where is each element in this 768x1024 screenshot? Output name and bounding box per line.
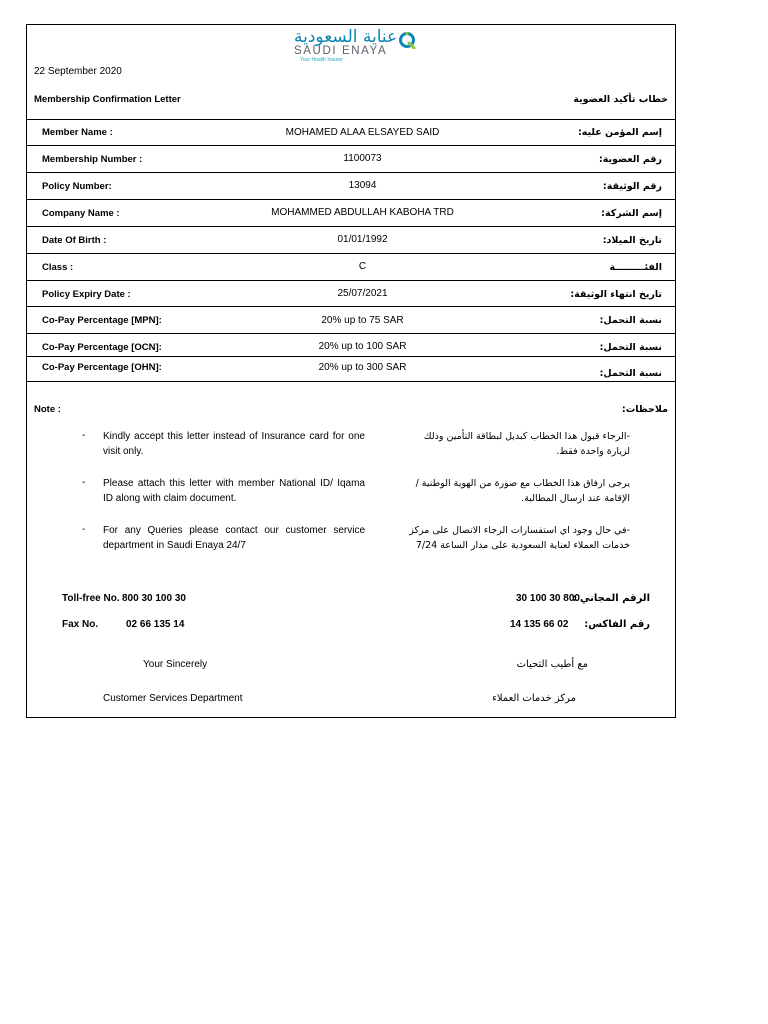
letter-date: 22 September 2020 bbox=[34, 66, 122, 77]
field-value: MOHAMMED ABDULLAH KABOHA TRD bbox=[271, 207, 454, 218]
field-label-arabic: رقم العضوية: bbox=[598, 154, 662, 165]
field-label-arabic: نسبة التحمل: bbox=[599, 368, 662, 379]
department-text: Customer Services Department bbox=[103, 693, 243, 704]
row-divider bbox=[26, 306, 676, 307]
row-divider bbox=[26, 381, 676, 382]
closing-text: Your Sincerely bbox=[143, 659, 208, 670]
field-label: Policy Number: bbox=[42, 181, 112, 192]
tollfree-label: Toll-free No. bbox=[62, 593, 120, 604]
field-label: Company Name : bbox=[42, 208, 120, 219]
row-divider bbox=[26, 253, 676, 254]
field-label-arabic: رقم الوثيقة: bbox=[602, 181, 662, 192]
field-label: Policy Expiry Date : bbox=[42, 289, 131, 300]
field-value: 13094 bbox=[348, 180, 377, 191]
row-divider bbox=[26, 119, 676, 120]
field-label: Co-Pay Percentage [MPN]: bbox=[42, 315, 162, 326]
tollfree-number-arabic: 30 100 30 800 bbox=[516, 593, 580, 604]
note-bullet: - bbox=[82, 430, 86, 441]
row-divider bbox=[26, 333, 676, 334]
field-label: Co-Pay Percentage [OHN]: bbox=[42, 362, 162, 373]
field-label-arabic: نسبة التحمل: bbox=[599, 342, 662, 353]
note-label-arabic: ملاحظات: bbox=[621, 404, 668, 415]
enaya-logo-icon bbox=[398, 31, 416, 49]
row-divider bbox=[26, 280, 676, 281]
note-text-arabic: -الرجاء قبول هذا الخطاب كبديل لبطاقة التأمين وذلك لزيارة واحدة فقط. bbox=[423, 431, 630, 457]
fax-label: Fax No. bbox=[62, 619, 99, 630]
field-value: 20% up to 75 SAR bbox=[321, 315, 404, 326]
fax-label-arabic: رقم الفاكس: bbox=[584, 619, 650, 630]
row-divider bbox=[26, 356, 676, 357]
letter-title: Membership Confirmation Letter bbox=[34, 94, 181, 105]
field-label-arabic: الفئـــــــــة bbox=[609, 262, 662, 273]
tollfree-number: 800 30 100 30 bbox=[122, 593, 186, 604]
saudi-enaya-logo bbox=[292, 25, 422, 63]
tollfree-label-arabic: الرقم المجاني : bbox=[572, 593, 650, 604]
letter-title-arabic: خطاب تأكيد العضوية bbox=[573, 94, 668, 105]
field-label: Class : bbox=[42, 262, 74, 273]
note-text: Please attach this letter with member National ID/ Iqama ID along with claim document. bbox=[103, 478, 365, 504]
field-label: Date Of Birth : bbox=[42, 235, 107, 246]
field-value: 20% up to 100 SAR bbox=[318, 341, 407, 352]
field-value: MOHAMED ALAA ELSAYED SAID bbox=[285, 127, 440, 138]
note-text: Kindly accept this letter instead of Insurance card for one visit only. bbox=[103, 431, 365, 457]
field-label-arabic: إسم المؤمن عليه: bbox=[577, 127, 662, 138]
row-divider bbox=[26, 172, 676, 173]
note-bullet: - bbox=[82, 524, 86, 535]
field-label-arabic: تاريخ الميلاد: bbox=[602, 235, 662, 246]
field-label-arabic: إسم الشركة: bbox=[601, 208, 662, 219]
field-value: C bbox=[358, 261, 367, 272]
field-value: 20% up to 300 SAR bbox=[318, 362, 407, 373]
fax-number: 02 66 135 14 bbox=[126, 619, 185, 630]
row-divider bbox=[26, 145, 676, 146]
note-text: For any Queries please contact our customer service department in Saudi Enaya 24/7 bbox=[103, 525, 365, 551]
note-text-arabic: يرجى ارفاق هذا الخطاب مع صورة من الهوية الوطنية / الإقامة عند ارسال المطالبة. bbox=[415, 478, 630, 504]
closing-text-arabic: مع أطيب التحيات bbox=[516, 659, 588, 670]
field-value: 1100073 bbox=[343, 153, 382, 164]
note-bullet: - bbox=[82, 477, 86, 488]
row-divider bbox=[26, 199, 676, 200]
field-label-arabic: تاريخ انتهاء الوثيقة: bbox=[570, 289, 662, 300]
fax-number-arabic: 14 135 66 02 bbox=[510, 619, 569, 630]
department-text-arabic: مركز خدمات العملاء bbox=[492, 693, 576, 704]
row-divider bbox=[26, 226, 676, 227]
field-value: 01/01/1992 bbox=[337, 234, 388, 245]
field-label: Co-Pay Percentage [OCN]: bbox=[42, 342, 162, 353]
logo-arabic-text: عناية السعودية bbox=[294, 27, 398, 47]
field-value: 25/07/2021 bbox=[337, 288, 388, 299]
note-text-arabic: -في حال وجود اي استفسارات الرجاء الاتصال على مركز خدمات العملاء لعناية السعودية على مدار الساعة 7/24 bbox=[409, 525, 630, 551]
logo-english-text: SAUDI ENAYA bbox=[294, 45, 388, 57]
field-label: Membership Number : bbox=[42, 154, 143, 165]
field-label-arabic: نسبة التحمل: bbox=[599, 315, 662, 326]
note-label: Note : bbox=[34, 404, 61, 415]
logo-tagline: Your Health Insurer bbox=[300, 57, 343, 63]
field-label: Member Name : bbox=[42, 127, 113, 138]
